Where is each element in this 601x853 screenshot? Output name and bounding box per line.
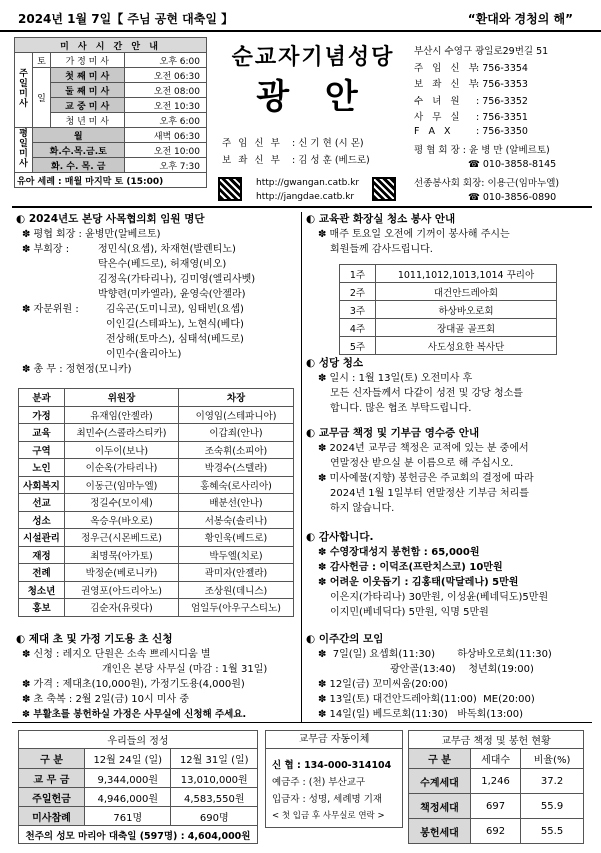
row-label: 주일헌금 [19, 788, 85, 807]
weekday-label: 평일미사 [15, 128, 33, 173]
candle-line: ✽ 부활초를 봉헌하실 가정은 사무실에 신청해 주세요. [22, 709, 247, 720]
receipt-line: 연말정산 받으실 분 이름으로 해 주십시오. [330, 458, 514, 469]
table-row [409, 769, 584, 794]
table-row [19, 546, 294, 564]
assistant-label: 보 좌 신 부 [222, 155, 282, 166]
cleaning-heading: ◐ 교육관 화장실 청소 봉사 안내 [306, 213, 456, 225]
vice-label: ✽ 부회장 : [22, 244, 70, 255]
pastor-label: 주 임 신 부 [222, 138, 282, 149]
candle-line: ✽ 신청 : 레지오 단원은 소속 쁘레시디움 별 [22, 649, 211, 660]
mass-time: 오전 10:30 [124, 98, 207, 113]
value-cell: 1,246 [471, 769, 521, 794]
value-cell: 4,946,000원 [85, 788, 171, 807]
sun-label: 일 [33, 68, 51, 128]
table-row [409, 794, 584, 819]
thanks-line: ✽ 감사헌금 : 이덕조(프란치스코) 10만원 [318, 562, 503, 573]
value-cell: 692 [471, 819, 521, 844]
candle-line: ✽ 가격 : 제대초(10,000원), 가정기도용(4,000원) [22, 679, 245, 690]
committee-name: 재정 [19, 546, 65, 564]
committee-deputy: 엄일두(아우구스티노) [179, 599, 294, 617]
sacristan-phone: ☎ 010-3856-0890 [468, 191, 557, 203]
committee-deputy: 조상원(데니스) [179, 581, 294, 599]
value-cell: 9,344,000원 [85, 769, 171, 788]
week-cell: 3주 [340, 301, 376, 319]
advisor-line: 이민수(율리아노) [106, 349, 182, 360]
meeting-line: ✽ 7일(일) 요셉회(11:30) 하상바오로회(11:30) [318, 649, 552, 660]
meetings-heading: ◐ 이주간의 모임 [306, 633, 384, 645]
offering-footer: 천주의 성모 마리아 대축일 (597명) : 4,604,000원 [19, 826, 258, 844]
table-row [19, 529, 294, 547]
table-row [19, 459, 294, 477]
advisor-block [16, 302, 298, 362]
table-row [19, 788, 258, 807]
receipt-line: 하지 않습니다. [330, 503, 395, 514]
committee-deputy: 조숙휘(소피아) [179, 441, 294, 459]
committee-name: 노인 [19, 459, 65, 477]
committee-deputy: 곽미자(안젤라) [179, 564, 294, 582]
mass-time: 오후 6:00 [124, 53, 207, 68]
weekday-mass-time: 오후 7:30 [124, 158, 207, 173]
table-row [19, 769, 258, 788]
church-name-top: 순교자기념성당 [231, 44, 395, 70]
transfer-title: 교무금 자동이체 [266, 731, 402, 749]
vice-line: 김정옥(가타리나), 김미영(엘리사벳) [98, 274, 256, 285]
weekday-mass-name: 화.수.목.금.토 [33, 143, 125, 158]
table-row [19, 511, 294, 529]
sunday-label: 주일미사 [15, 53, 33, 128]
church-name-main: 광 안 [256, 77, 370, 117]
mass-name: 청 년 미 사 [51, 113, 125, 128]
receipt-line: 2024년 1월 1일부터 연말정산 기부금 처리를 [330, 488, 529, 499]
receipt-line: ✽ 2024년 교무금 책정은 교적에 있는 분 중에서 [318, 443, 529, 454]
committee-deputy: 배분선(안나) [179, 494, 294, 512]
contact-phone: : 756-3350 [476, 125, 528, 137]
council-president: 평 협 회 장 : 윤 병 만 (알베르토) [414, 145, 550, 156]
committee-chair: 이순옥(가타리나) [65, 459, 179, 477]
weekday-mass-name: 월 [33, 128, 125, 143]
mclean-line: 합니다. 많은 협조 부탁드립니다. [330, 403, 472, 414]
thanks-line: ✽ 어려운 이웃돕기 : 김홍태(막달레나) 5만원 [318, 577, 519, 588]
meeting-line: ✽ 14일(일) 베드로회(11:30) 바독회(13:00) [318, 709, 523, 720]
table-header: 차장 [179, 389, 294, 407]
cleaning-line: 회원들께 감사드립니다. [330, 244, 433, 255]
mass-name: 가 정 미 사 [51, 53, 125, 68]
value-cell: 37.2 [521, 769, 584, 794]
contact-label: 주 임 신 부 [414, 62, 481, 74]
header-date: 2024년 1월 7일【 주님 공현 대축일 】 [18, 12, 234, 26]
contact-label: 수 녀 원 [414, 95, 463, 107]
divider [12, 722, 592, 723]
url-link[interactable]: http://gwangan.catb.kr [256, 178, 360, 188]
header-motto: “환대와 경청의 해” [467, 12, 573, 26]
contact-phone: : 756-3354 [476, 62, 528, 74]
committee-name: 선교 [19, 494, 65, 512]
committee-chair: 이두이(보나) [65, 441, 179, 459]
group-cell: 1011,1012,1013,1014 꾸리아 [376, 265, 557, 283]
week-cell: 2주 [340, 283, 376, 301]
table-row [19, 599, 294, 617]
committee-chair: 권영포(아드리아노) [65, 581, 179, 599]
mclean-line: 모든 신자들께서 다같이 성전 및 강당 청소를 [330, 388, 523, 399]
header-bar [0, 0, 601, 32]
table-row [340, 337, 557, 355]
week-cell: 1주 [340, 265, 376, 283]
mass-time: 오후 6:00 [124, 113, 207, 128]
sacristan: 선종봉사회 회장: 이용근(임마누엘) [414, 178, 560, 189]
committee-chair: 정길수(모이세) [65, 494, 179, 512]
candle-line: 개인은 본당 사무실 (마감 : 1월 31일) [102, 664, 268, 675]
committee-table [18, 388, 294, 617]
committee-name: 구역 [19, 441, 65, 459]
contact-label: 사 무 실 [414, 112, 463, 123]
table-row [19, 807, 258, 826]
committee-chair: 유재임(안젤라) [65, 406, 179, 424]
advisor-line: 전상해(토마스), 심태석(베드로) [106, 334, 244, 345]
secretary: ✽ 총 무 : 정현정(모니카) [22, 364, 132, 375]
vice-line: 박향련(미카엘라), 윤영숙(안젤라) [98, 289, 246, 300]
candle-section [16, 632, 300, 722]
receipt-heading: ◐ 교무금 책정 및 기부금 영수증 안내 [306, 427, 480, 439]
mclean-heading: ◐ 성당 청소 [306, 357, 364, 369]
group-cell: 장대골 골프회 [376, 319, 557, 337]
assistant-name: 김 성 훈 (베드로) [298, 155, 370, 166]
table-row [409, 819, 584, 844]
meetings-section [306, 632, 596, 722]
qr-code-icon[interactable] [218, 177, 242, 201]
mclean-line: ✽ 일시 : 1월 13일(토) 오전미사 후 [318, 373, 473, 384]
pastor-name: 신 기 현 (시 몬) [298, 138, 364, 149]
council-phone: ☎ 010-3858-8145 [468, 158, 557, 170]
committee-name: 전례 [19, 564, 65, 582]
committee-chair: 최민수(스콜라스티카) [65, 424, 179, 442]
vice-line: 정민식(요셉), 차재현(발렌티노) [98, 244, 236, 255]
vice-block [16, 242, 298, 302]
qr-code-icon[interactable] [372, 177, 396, 201]
table-row [19, 424, 294, 442]
committee-deputy: 박경수(스텔라) [179, 459, 294, 477]
thanks-line: ✽ 수영장대성지 봉헌함 : 65,000원 [318, 547, 480, 558]
row-label: 책정세대 [409, 794, 471, 819]
weekday-mass-name: 화. 수. 목. 금 [33, 158, 125, 173]
row-label: 교 무 금 [19, 769, 85, 788]
week-cell: 5주 [340, 337, 376, 355]
address: 부산시 수영구 광일로29번길 51 [414, 46, 549, 57]
cleaning-section [306, 212, 596, 257]
offering-table [18, 730, 258, 844]
divider [12, 206, 592, 208]
value-cell: 761명 [85, 807, 171, 826]
table-row [19, 581, 294, 599]
offering-title: 우리들의 정성 [19, 731, 258, 749]
mass-name: 첫 째 미 사 [51, 68, 125, 83]
group-cell: 대건안드레아회 [376, 283, 557, 301]
table-row [19, 564, 294, 582]
advisor-line: 김옥곤(도미니코), 임태빈(요셉) [106, 304, 244, 315]
transfer-box [265, 730, 403, 828]
committee-deputy: 홍혜숙(로사리아) [179, 476, 294, 494]
committee-chair: 최명묵(아가토) [65, 546, 179, 564]
mass-name: 교 중 미 사 [51, 98, 125, 113]
contact-label: 보 좌 신 부 [414, 79, 481, 90]
infant-baptism: 유아 세례 : 매월 마지막 토 (15:00) [15, 173, 207, 188]
mass-time: 오전 06:30 [124, 68, 207, 83]
col-header: 세대수 [471, 749, 521, 769]
committee-name: 성소 [19, 511, 65, 529]
committee-name: 사회복지 [19, 476, 65, 494]
urls [256, 176, 359, 204]
meeting-line: 광안골(13:40) 청년회(19:00) [390, 664, 534, 675]
col-header: 12월 24일 (일) [85, 749, 171, 769]
status-table [408, 730, 584, 844]
table-row [19, 494, 294, 512]
clergy-info: 주 임 신 부 : 신 기 현 (시 몬) 보 좌 신 부 : 김 성 훈 (베드로) [222, 135, 370, 169]
divider [301, 212, 302, 722]
col-header: 구 분 [409, 749, 471, 769]
table-row [340, 319, 557, 337]
mass-schedule [14, 37, 207, 188]
meeting-line: ✽ 13일(토) 대건안드레아회(11:00) ME(20:00) [318, 694, 535, 705]
committee-chair: 정우근(시몬베드로) [65, 529, 179, 547]
church-logo [213, 40, 413, 117]
committee-name: 시설관리 [19, 529, 65, 547]
candle-line: ✽ 초 축복 : 2월 2일(금) 10시 미사 중 [22, 694, 190, 705]
committee-deputy: 이영임(스테파니아) [179, 406, 294, 424]
receipt-section [306, 426, 596, 516]
value-cell: 13,010,000원 [171, 769, 258, 788]
transfer-line: 예금주 : (천) 부산교구 [272, 777, 366, 788]
sat-label: 토 [33, 53, 51, 68]
transfer-line: 신 협 : 134-000-314104 [272, 760, 392, 771]
contacts [414, 43, 559, 208]
col-header: 12월 31일 (일) [171, 749, 258, 769]
committee-chair: 박정순(베로니카) [65, 564, 179, 582]
table-header: 분과 [19, 389, 65, 407]
value-cell: 55.9 [521, 794, 584, 819]
row-label: 수계세대 [409, 769, 471, 794]
mass-time: 오전 08:00 [124, 83, 207, 98]
table-row [340, 283, 557, 301]
weekday-mass-time: 오전 10:00 [124, 143, 207, 158]
committee-deputy: 박두엘(치로) [179, 546, 294, 564]
table-header: 위원장 [65, 389, 179, 407]
cleaning-table [339, 264, 557, 355]
mass-name: 둘 째 미 사 [51, 83, 125, 98]
committee-name: 교육 [19, 424, 65, 442]
contact-phone: : 756-3352 [476, 95, 528, 107]
table-row [340, 265, 557, 283]
cleaning-line: ✽ 매주 토요일 오전에 기꺼이 봉사해 주시는 [318, 229, 510, 240]
vice-line: 탁은수(베드로), 허재영(비오) [98, 259, 227, 270]
mass-title: 미 사 시 간 안 내 [15, 38, 207, 53]
table-row [340, 301, 557, 319]
meeting-line: ✽ 12일(금) 꼬미씨움(20:00) [318, 679, 448, 690]
candle-heading: ◐ 제대 초 및 가정 기도용 초 신청 [16, 633, 173, 645]
value-cell: 4,583,550원 [171, 788, 258, 807]
value-cell: 690명 [171, 807, 258, 826]
committee-deputy: 이갑죄(안나) [179, 424, 294, 442]
committee-name: 홍보 [19, 599, 65, 617]
receipt-line: ✽ 미사예물(지향) 봉헌금은 주교회의 결정에 따라 [318, 473, 534, 484]
url-link[interactable]: http://jangdae.catb.kr [256, 192, 355, 202]
officers-heading: ◐ 2024년도 본당 사목협의회 임원 명단 [16, 213, 205, 225]
committee-deputy: 서봉숙(솔리나) [179, 511, 294, 529]
transfer-line: 입금자 : 성명, 세례명 기재 [272, 794, 383, 805]
mclean-section [306, 356, 596, 416]
value-cell: 55.5 [521, 819, 584, 844]
col-header: 구 분 [19, 749, 85, 769]
transfer-line: < 첫 입금 후 사무실로 연락 > [272, 811, 385, 821]
committee-name: 가정 [19, 406, 65, 424]
contact-phone: : 756-3353 [476, 79, 528, 90]
row-label: 미사참례 [19, 807, 85, 826]
table-row [19, 476, 294, 494]
committee-name: 청소년 [19, 581, 65, 599]
committee-deputy: 황인욱(베드로) [179, 529, 294, 547]
officers-section [16, 212, 298, 377]
contact-label: F A X [414, 125, 454, 137]
table-row [19, 441, 294, 459]
thanks-line: 이은지(가타리나) 30만원, 이성윤(베네딕도)5만원 [330, 592, 549, 603]
col-header: 비율(%) [521, 749, 584, 769]
advisor-label: ✽ 자문위원 : [22, 304, 79, 315]
committee-chair: 이동근(임마누엘) [65, 476, 179, 494]
table-row [19, 406, 294, 424]
advisor-line: 이인길(스테파노), 노현식(베다) [106, 319, 244, 330]
thanks-section [306, 530, 596, 620]
row-label: 봉헌세대 [409, 819, 471, 844]
value-cell: 697 [471, 794, 521, 819]
thanks-heading: ◐ 감사합니다. [306, 531, 374, 543]
weekday-mass-time: 새벽 06:30 [124, 128, 207, 143]
status-title: 교무금 책정 및 봉헌 현황 [409, 731, 584, 749]
group-cell: 하상바오로회 [376, 301, 557, 319]
committee-chair: 김순자(유릿다) [65, 599, 179, 617]
week-cell: 4주 [340, 319, 376, 337]
contact-phone: : 756-3351 [476, 112, 528, 123]
president: ✽ 평협 회장 : 윤병만(알베르토) [22, 229, 161, 240]
thanks-line: 이지민(베네딕다) 5만원, 익명 5만원 [330, 607, 489, 618]
committee-chair: 옥승우(바오로) [65, 511, 179, 529]
group-cell: 사도성요한 복사단 [376, 337, 557, 355]
